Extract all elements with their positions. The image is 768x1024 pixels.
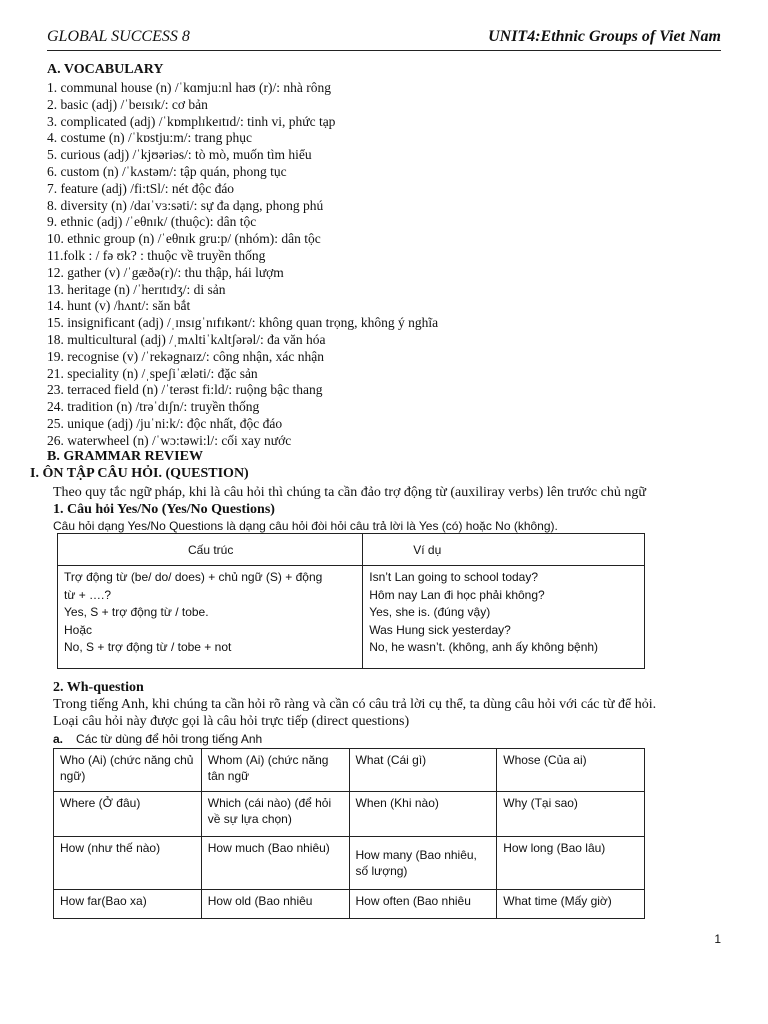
example-line: Was Hung sick yesterday? [369,622,511,637]
table-cell: What (Cái gì) [349,749,497,792]
table-cell: How many (Bao nhiêu, số lượng) [349,837,497,890]
vocab-item: 21. speciality (n) /ˌspeʃiˈæləti/: đặc sản [47,365,258,381]
table-cell: Whom (Ai) (chức năng tân ngữ [201,749,349,792]
wh-question-line-1: Trong tiếng Anh, khi chúng ta cần hỏi rõ ràng và cần có câu trả lời cụ thể, ta dùng câu hỏi với các từ để hỏi. [53,697,657,712]
table-cell: Which (cái nào) (để hỏi về sự lựa chọn) [201,792,349,837]
question-words-caption: Các từ dùng để hỏi trong tiếng Anh [76,732,263,746]
table-cell: Who (Ai) (chức năng chủ ngữ) [54,749,202,792]
yes-no-description: Câu hỏi dạng Yes/No Questions là dạng câu hỏi đòi hỏi câu trả lời là Yes (có) hoặc No (không). [53,519,558,533]
vocab-item: 10. ethnic group (n) /ˈeθnɪk gru:p/ (nhóm): dân tộc [47,231,321,247]
example-line: Yes, she is. (đúng vậy) [369,605,491,619]
vocab-item: 5. curious (adj) /ˈkjʊəriəs/: tò mò, muốn tìm hiểu [47,147,312,163]
table-cell: How far(Bao xa) [54,890,202,919]
structure-line: Hoặc [64,622,93,637]
wh-question-line-2: Loại câu hỏi này được gọi là câu hỏi trực tiếp (direct questions) [53,714,410,729]
table-cell: How much (Bao nhiêu) [201,837,349,890]
vocab-item: 24. tradition (n) /trəˈdɪʃn/: truyền thống [47,399,260,415]
vocab-item: 2. basic (adj) /ˈbeɪsɪk/: cơ bản [47,96,208,112]
structure-line: No, S + trợ động từ / tobe + not [64,640,232,654]
vocab-item: 19. recognise (v) /ˈrekəgnaɪz/: công nhận, xác nhận [47,348,325,364]
example-line: Hôm nay Lan đi học phải không? [369,587,545,602]
page-header [47,26,721,51]
vocab-item: 14. hunt (v) /hʌnt/: săn bắt [47,298,191,314]
structure-line: từ + ….? [64,587,112,602]
table-header: Ví dụ [363,534,645,566]
vocab-item: 15. insignificant (adj) /ˌɪnsɪgˈnɪfɪkənt/: không quan trọng, không ý nghĩa [47,315,439,331]
vocab-item: 13. heritage (n) /ˈherɪtɪdʒ/: di sản [47,281,226,297]
table-cell: Why (Tại sao) [497,792,645,837]
question-intro: Theo quy tắc ngữ pháp, khi là câu hỏi thì chúng ta cần đảo trợ động từ (auxiliray verbs) lên trước chủ ngữ [53,485,646,500]
question-words-table [53,748,645,919]
header-book-title: GLOBAL SUCCESS 8 [47,28,190,45]
example-line: Isn’t Lan going to school today? [369,570,539,584]
yes-no-heading: 1. Câu hỏi Yes/No (Yes/No Questions) [53,502,275,517]
vocab-item: 6. custom (n) /ˈkʌstəm/: tập quán, phong tục [47,163,287,179]
page-number: 1 [714,932,721,946]
vocabulary-list [47,80,727,450]
table-cell: Where (Ở đâu) [54,792,202,837]
vocab-item: 8. diversity (n) /daɪˈvɜ:səti/: sự đa dạng, phong phú [47,197,324,213]
vocab-item: 4. costume (n) /ˈkɒstju:m/: trang phục [47,130,253,146]
structure-cell [58,566,363,669]
table-cell: How old (Bao nhiêu [201,890,349,919]
vocab-item: 26. waterwheel (n) /ˈwɔ:təwi:l/: cối xay nước [47,432,292,448]
example-cell [363,566,645,669]
vocab-item: 25. unique (adj) /juˈni:k/: độc nhất, độc đáo [47,415,283,431]
section-vocabulary-title: A. VOCABULARY [47,62,164,77]
table-cell: When (Khi nào) [349,792,497,837]
section-grammar-title: B. GRAMMAR REVIEW [47,449,203,464]
vocab-item: 1. communal house (n) /ˈkɑmju:nl haʊ (r)/: nhà rông [47,80,332,95]
table-cell: How long (Bao lâu) [497,837,645,890]
structure-line: Yes, S + trợ động từ / tobe. [64,605,209,619]
section-question-title: I. ÔN TẬP CÂU HỎI. (QUESTION) [30,466,249,481]
table-cell: How often (Bao nhiêu [349,890,497,919]
sub-a-label: a. [53,732,64,746]
table-cell: How (như thế nào) [54,837,202,890]
table-cell: Whose (Của ai) [497,749,645,792]
example-line: No, he wasn’t. (không, anh ấy không bệnh) [369,640,599,654]
vocab-item: 7. feature (adj) /fi:tSl/: nét độc đáo [47,180,235,196]
wh-question-heading: 2. Wh-question [53,680,144,695]
vocab-item: 11.folk : / fə ʊk? : thuộc về truyền thống [47,247,266,263]
yes-no-table [57,533,645,669]
vocab-item: 3. complicated (adj) /ˈkɒmplɪkeɪtɪd/: tinh vi, phức tạp [47,113,336,129]
structure-line: Trợ động từ (be/ do/ does) + chủ ngữ (S) + động [64,570,323,584]
vocab-item: 12. gather (v) /ˈgæðə(r)/: thu thập, hái lượm [47,264,284,280]
header-unit-title: UNIT4:Ethnic Groups of Viet Nam [488,28,721,45]
vocab-item: 23. terraced field (n) /ˈterəst fi:ld/: ruộng bậc thang [47,382,323,398]
vocab-item: 18. multicultural (adj) /ˌmʌltiˈkʌltʃərəl/: đa văn hóa [47,331,326,347]
vocab-item: 9. ethnic (adj) /ˈeθnɪk/ (thuộc): dân tộc [47,214,257,230]
table-cell: What time (Mấy giờ) [497,890,645,919]
table-header: Cấu trúc [58,534,363,566]
